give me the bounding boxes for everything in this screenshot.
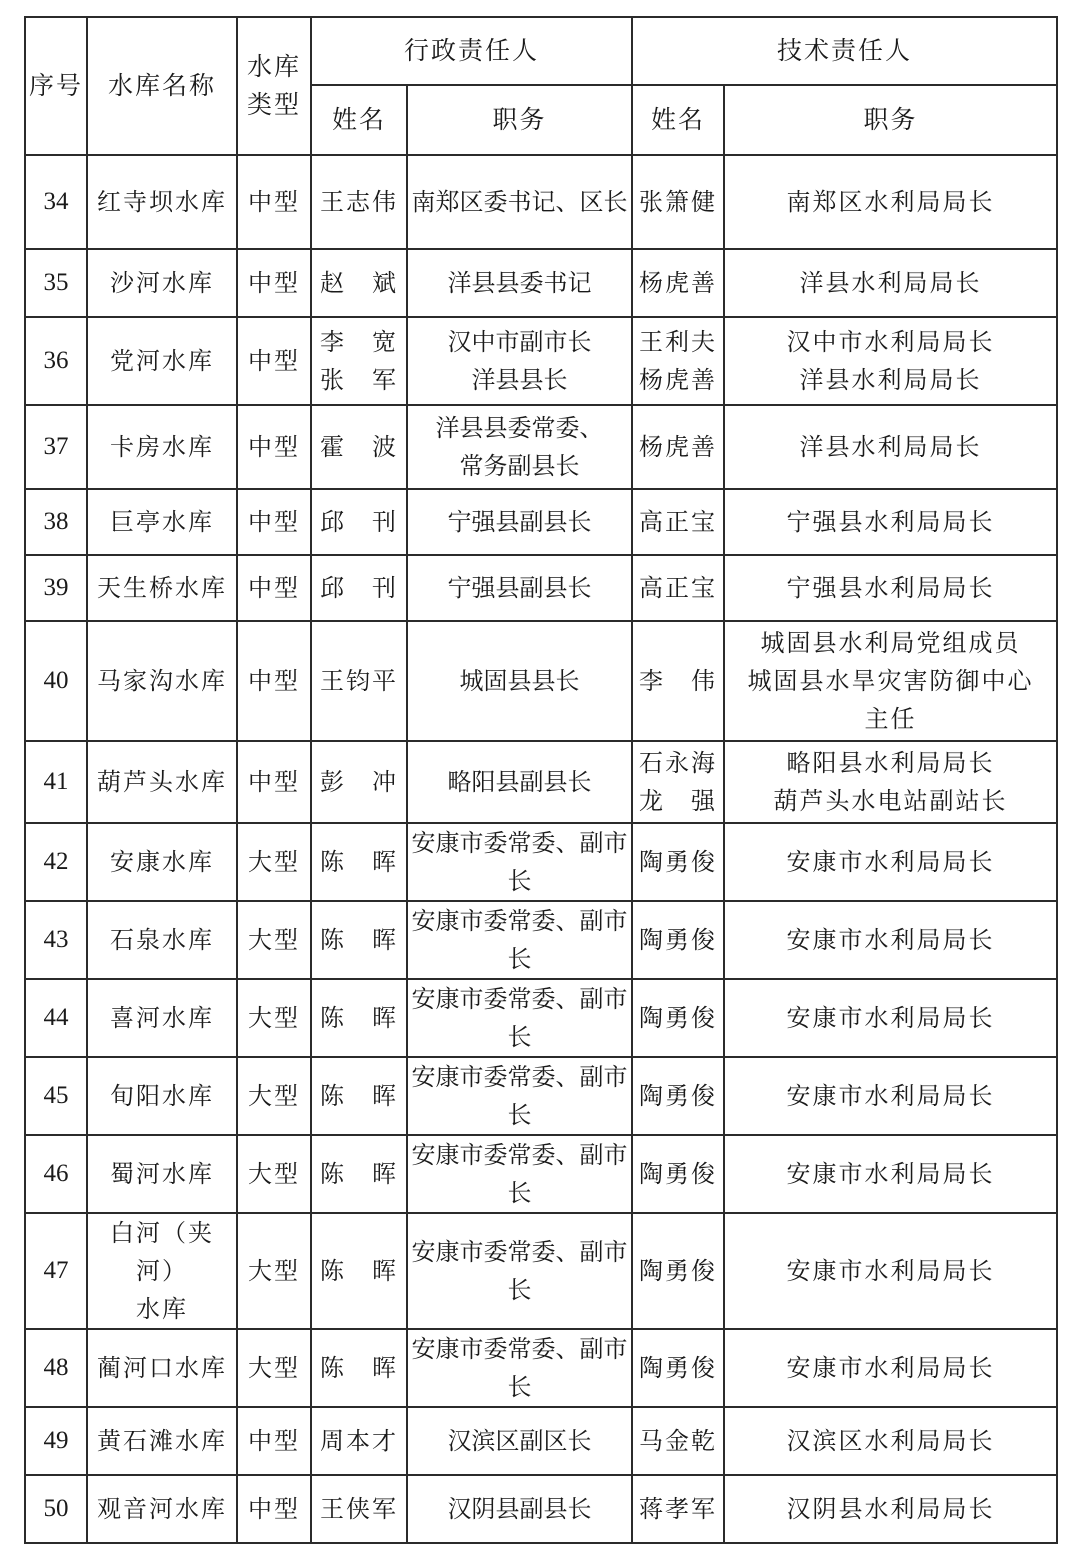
cell-admin-name: 陈 晖 <box>311 1135 407 1213</box>
cell-reservoir-name: 马家沟水库 <box>87 621 237 741</box>
cell-admin-name: 赵 斌 <box>311 249 407 317</box>
table-row <box>25 1057 1057 1135</box>
cell-tech-title: 汉中市水利局局长 洋县水利局局长 <box>724 317 1057 405</box>
cell-admin-name: 邱 刊 <box>311 489 407 555</box>
cell-admin-name: 霍 波 <box>311 405 407 489</box>
cell-reservoir-name: 卡房水库 <box>87 405 237 489</box>
table-row <box>25 155 1057 249</box>
cell-admin-title: 略阳县副县长 <box>407 741 632 823</box>
cell-tech-name: 杨虎善 <box>632 249 724 317</box>
cell-reservoir-name: 蜀河水库 <box>87 1135 237 1213</box>
cell-tech-title: 略阳县水利局局长 葫芦头水电站副站长 <box>724 741 1057 823</box>
cell-admin-name: 陈 晖 <box>311 1057 407 1135</box>
cell-tech-name: 李 伟 <box>632 621 724 741</box>
cell-reservoir-name: 旬阳水库 <box>87 1057 237 1135</box>
cell-admin-title: 洋县县委书记 <box>407 249 632 317</box>
cell-tech-title: 安康市水利局局长 <box>724 823 1057 901</box>
cell-seq: 41 <box>25 741 87 823</box>
cell-tech-title: 安康市水利局局长 <box>724 901 1057 979</box>
cell-reservoir-name: 巨亭水库 <box>87 489 237 555</box>
table-row <box>25 1213 1057 1329</box>
cell-reservoir-type: 中型 <box>237 741 311 823</box>
cell-reservoir-name: 安康水库 <box>87 823 237 901</box>
cell-seq: 45 <box>25 1057 87 1135</box>
table-row <box>25 405 1057 489</box>
cell-tech-title: 宁强县水利局局长 <box>724 555 1057 621</box>
header-reservoir-name: 水库名称 <box>87 17 237 155</box>
cell-tech-title: 汉阴县水利局局长 <box>724 1475 1057 1543</box>
cell-reservoir-type: 中型 <box>237 1475 311 1543</box>
cell-reservoir-name: 党河水库 <box>87 317 237 405</box>
cell-admin-title: 宁强县副县长 <box>407 489 632 555</box>
table-row <box>25 621 1057 741</box>
header-tech-title: 职务 <box>724 85 1057 155</box>
header-admin-name: 姓名 <box>311 85 407 155</box>
cell-tech-title: 城固县水利局党组成员 城固县水旱灾害防御中心 主任 <box>724 621 1057 741</box>
cell-admin-name: 彭 冲 <box>311 741 407 823</box>
cell-seq: 34 <box>25 155 87 249</box>
cell-tech-name: 高正宝 <box>632 489 724 555</box>
header-tech-name: 姓名 <box>632 85 724 155</box>
cell-reservoir-name: 石泉水库 <box>87 901 237 979</box>
cell-reservoir-name: 喜河水库 <box>87 979 237 1057</box>
cell-tech-name: 张箫健 <box>632 155 724 249</box>
table-row <box>25 1407 1057 1475</box>
cell-admin-name: 邱 刊 <box>311 555 407 621</box>
header-tech-responsible: 技术责任人 <box>632 17 1057 85</box>
table-row <box>25 249 1057 317</box>
cell-admin-title: 汉阴县副县长 <box>407 1475 632 1543</box>
cell-admin-title: 城固县县长 <box>407 621 632 741</box>
cell-admin-title: 汉滨区副区长 <box>407 1407 632 1475</box>
cell-tech-name: 高正宝 <box>632 555 724 621</box>
reservoir-responsibility-table <box>24 16 1058 1544</box>
cell-tech-title: 汉滨区水利局局长 <box>724 1407 1057 1475</box>
cell-admin-name: 陈 晖 <box>311 1213 407 1329</box>
cell-reservoir-type: 中型 <box>237 155 311 249</box>
table-row <box>25 489 1057 555</box>
cell-admin-name: 王侠军 <box>311 1475 407 1543</box>
cell-admin-title: 宁强县副县长 <box>407 555 632 621</box>
cell-admin-title: 安康市委常委、副市长 <box>407 1213 632 1329</box>
cell-tech-name: 陶勇俊 <box>632 1329 724 1407</box>
cell-seq: 37 <box>25 405 87 489</box>
cell-reservoir-name: 沙河水库 <box>87 249 237 317</box>
cell-tech-name: 陶勇俊 <box>632 1213 724 1329</box>
cell-reservoir-type: 大型 <box>237 1213 311 1329</box>
cell-admin-name: 陈 晖 <box>311 823 407 901</box>
cell-reservoir-name: 观音河水库 <box>87 1475 237 1543</box>
cell-tech-title: 洋县水利局局长 <box>724 249 1057 317</box>
cell-seq: 49 <box>25 1407 87 1475</box>
table-row <box>25 555 1057 621</box>
cell-reservoir-type: 大型 <box>237 1329 311 1407</box>
table-row <box>25 979 1057 1057</box>
cell-seq: 46 <box>25 1135 87 1213</box>
cell-seq: 43 <box>25 901 87 979</box>
cell-tech-title: 安康市水利局局长 <box>724 1057 1057 1135</box>
table-row <box>25 1329 1057 1407</box>
cell-tech-name: 杨虎善 <box>632 405 724 489</box>
cell-seq: 36 <box>25 317 87 405</box>
cell-seq: 35 <box>25 249 87 317</box>
cell-reservoir-type: 中型 <box>237 555 311 621</box>
table-row <box>25 317 1057 405</box>
cell-reservoir-type: 大型 <box>237 1057 311 1135</box>
cell-reservoir-type: 大型 <box>237 979 311 1057</box>
cell-admin-title: 安康市委常委、副市长 <box>407 823 632 901</box>
cell-admin-title: 汉中市副市长 洋县县长 <box>407 317 632 405</box>
cell-tech-name: 王利夫 杨虎善 <box>632 317 724 405</box>
cell-tech-title: 宁强县水利局局长 <box>724 489 1057 555</box>
table-row <box>25 901 1057 979</box>
cell-reservoir-name: 天生桥水库 <box>87 555 237 621</box>
header-seq: 序号 <box>25 17 87 155</box>
cell-reservoir-type: 中型 <box>237 621 311 741</box>
cell-reservoir-type: 中型 <box>237 249 311 317</box>
table-row <box>25 1475 1057 1543</box>
cell-seq: 38 <box>25 489 87 555</box>
header-reservoir-type: 水库 类型 <box>237 17 311 155</box>
cell-reservoir-name: 葫芦头水库 <box>87 741 237 823</box>
cell-reservoir-type: 中型 <box>237 405 311 489</box>
cell-seq: 39 <box>25 555 87 621</box>
header-admin-responsible: 行政责任人 <box>311 17 632 85</box>
cell-tech-name: 马金乾 <box>632 1407 724 1475</box>
cell-reservoir-type: 大型 <box>237 901 311 979</box>
cell-reservoir-type: 中型 <box>237 489 311 555</box>
cell-tech-name: 陶勇俊 <box>632 1135 724 1213</box>
cell-admin-name: 王钧平 <box>311 621 407 741</box>
cell-tech-name: 陶勇俊 <box>632 1057 724 1135</box>
cell-reservoir-name: 红寺坝水库 <box>87 155 237 249</box>
cell-admin-title: 安康市委常委、副市长 <box>407 1057 632 1135</box>
table-row <box>25 1135 1057 1213</box>
table-header <box>25 17 1057 155</box>
cell-admin-name: 李 宽 张 军 <box>311 317 407 405</box>
cell-tech-name: 陶勇俊 <box>632 979 724 1057</box>
cell-tech-name: 陶勇俊 <box>632 823 724 901</box>
cell-reservoir-name: 蔺河口水库 <box>87 1329 237 1407</box>
cell-admin-title: 洋县县委常委、 常务副县长 <box>407 405 632 489</box>
cell-reservoir-type: 中型 <box>237 1407 311 1475</box>
cell-seq: 40 <box>25 621 87 741</box>
cell-tech-title: 安康市水利局局长 <box>724 1213 1057 1329</box>
cell-admin-name: 王志伟 <box>311 155 407 249</box>
cell-tech-title: 安康市水利局局长 <box>724 1135 1057 1213</box>
cell-seq: 50 <box>25 1475 87 1543</box>
cell-reservoir-type: 中型 <box>237 317 311 405</box>
header-admin-title: 职务 <box>407 85 632 155</box>
cell-tech-title: 安康市水利局局长 <box>724 979 1057 1057</box>
cell-tech-title: 南郑区水利局局长 <box>724 155 1057 249</box>
table-row <box>25 823 1057 901</box>
cell-admin-name: 周本才 <box>311 1407 407 1475</box>
cell-admin-title: 安康市委常委、副市长 <box>407 979 632 1057</box>
cell-reservoir-name: 白河（夹河） 水库 <box>87 1213 237 1329</box>
cell-reservoir-type: 大型 <box>237 823 311 901</box>
cell-seq: 47 <box>25 1213 87 1329</box>
cell-seq: 42 <box>25 823 87 901</box>
cell-admin-title: 安康市委常委、副市长 <box>407 901 632 979</box>
cell-tech-name: 石永海 龙 强 <box>632 741 724 823</box>
cell-admin-name: 陈 晖 <box>311 1329 407 1407</box>
cell-admin-title: 安康市委常委、副市长 <box>407 1135 632 1213</box>
cell-admin-name: 陈 晖 <box>311 979 407 1057</box>
cell-tech-name: 陶勇俊 <box>632 901 724 979</box>
cell-tech-name: 蒋孝军 <box>632 1475 724 1543</box>
cell-reservoir-type: 大型 <box>237 1135 311 1213</box>
cell-seq: 44 <box>25 979 87 1057</box>
table-body <box>25 155 1057 1543</box>
cell-admin-title: 安康市委常委、副市长 <box>407 1329 632 1407</box>
cell-tech-title: 安康市水利局局长 <box>724 1329 1057 1407</box>
cell-admin-name: 陈 晖 <box>311 901 407 979</box>
cell-reservoir-name: 黄石滩水库 <box>87 1407 237 1475</box>
cell-seq: 48 <box>25 1329 87 1407</box>
cell-admin-title: 南郑区委书记、区长 <box>407 155 632 249</box>
table-row <box>25 741 1057 823</box>
cell-tech-title: 洋县水利局局长 <box>724 405 1057 489</box>
